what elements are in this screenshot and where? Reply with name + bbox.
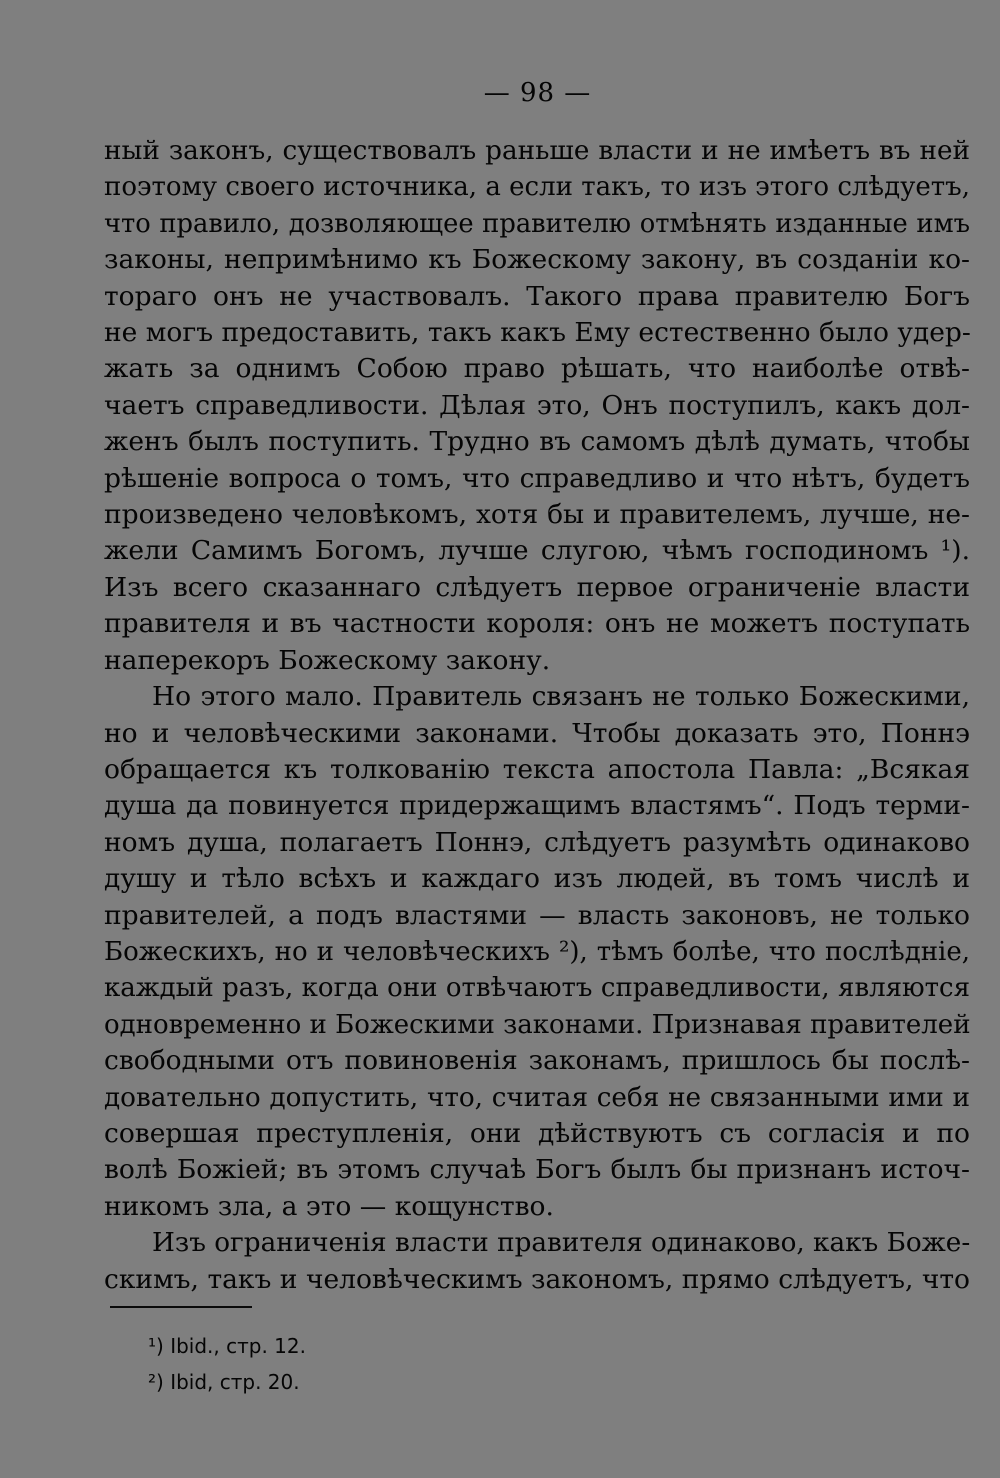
text-line: Изъ всего сказаннаго слѣдуетъ первое ограниченіе власти <box>104 571 970 603</box>
text-line: довательно допустить, что, считая себя не связанными ими и <box>104 1082 970 1113</box>
text-line: чаетъ справедливости. Дѣлая это, Онъ поступилъ, какъ дол- <box>104 389 970 421</box>
text-line: рѣшеніе вопроса о томъ, что справедливо и что нѣтъ, будетъ <box>104 462 970 494</box>
footnote-2 <box>148 1364 306 1400</box>
paragraph-1 <box>104 133 970 679</box>
text-line: каждый разъ, когда они отвѣчаютъ справедливости, являются <box>104 973 970 1004</box>
text-line: поэтому своего источника, а если такъ, то изъ этого слѣдуетъ, <box>104 172 970 203</box>
text-line: скимъ, такъ и человѣческимъ закономъ, прямо слѣдуетъ, что <box>104 1263 970 1295</box>
body-text <box>104 133 970 1298</box>
text-line: женъ былъ поступить. Трудно въ самомъ дѣлѣ думать, чтобы <box>104 426 970 458</box>
text-line: законы, непримѣнимо къ Божескому закону, въ созданіи ко- <box>104 244 970 276</box>
paragraph-2 <box>104 679 970 1225</box>
text-line: Но этого мало. Правитель связанъ не только Божескими, <box>152 681 970 713</box>
footnote-1 <box>148 1328 306 1364</box>
text-line: совершая преступленія, они дѣйствуютъ съ согласія и по <box>104 1117 970 1149</box>
footnote-text: Ibid, стр. 20. <box>170 1370 300 1394</box>
footnote-mark: ¹) <box>148 1334 164 1358</box>
text-line: никомъ зла, а это — кощунство. <box>104 1190 554 1222</box>
text-line: номъ душа, полагаетъ Поннэ, слѣдуетъ разумѣть одинаково <box>104 826 970 858</box>
footnote-separator <box>110 1306 252 1308</box>
footnote-text: Ibid., стр. 12. <box>170 1334 306 1358</box>
text-line: не могъ предоставить, такъ какъ Ему естественно было удер- <box>104 317 971 349</box>
text-line: наперекоръ Божескому закону. <box>104 644 551 676</box>
text-line: обращается къ толкованію текста апостола Павла: „Всякая <box>104 753 970 785</box>
text-line: Изъ ограниченія власти правителя одинаково, какъ Боже- <box>152 1228 971 1259</box>
text-line: волѣ Божіей; въ этомъ случаѣ Богъ былъ бы признанъ источ- <box>104 1154 970 1186</box>
text-line: свободными отъ повиновенія законамъ, пришлось бы послѣ- <box>104 1045 970 1077</box>
text-line: жать за однимъ Собою право рѣшать, что наиболѣе отвѣ- <box>104 353 970 385</box>
paragraph-3 <box>104 1225 970 1298</box>
text-line: ный законъ, существовалъ раньше власти и не имѣетъ въ ней <box>104 136 970 166</box>
text-line: Божескихъ, но и человѣческихъ ²), тѣмъ болѣе, что послѣдніе, <box>104 936 970 967</box>
text-line: душа да повинуется придержащимъ властямъ“. Подъ терми- <box>104 790 970 822</box>
text-line: жели Самимъ Богомъ, лучше слугою, чѣмъ господиномъ ¹). <box>104 535 970 567</box>
text-line: правителя и въ частности короля: онъ не можетъ поступать <box>104 608 970 640</box>
text-line: но и человѣческими законами. Чтобы доказать это, Поннэ <box>104 717 970 749</box>
footnotes <box>148 1328 306 1400</box>
footnote-mark: ²) <box>148 1370 164 1394</box>
text-line: тораго онъ не участвовалъ. Такого права правителю Богъ <box>104 280 970 312</box>
text-line: что правило, дозволяющее правителю отмѣнять изданные имъ <box>104 208 970 239</box>
text-line: произведено человѣкомъ, хотя бы и правителемъ, лучше, не- <box>104 499 970 531</box>
text-line: одновременно и Божескими законами. Признавая правителей <box>104 1009 971 1040</box>
page-number: — 98 — <box>483 78 592 108</box>
text-line: правителей, а подъ властями — власть законовъ, не только <box>104 899 970 931</box>
text-line: душу и тѣло всѣхъ и каждаго изъ людей, въ томъ числѣ и <box>104 863 970 895</box>
